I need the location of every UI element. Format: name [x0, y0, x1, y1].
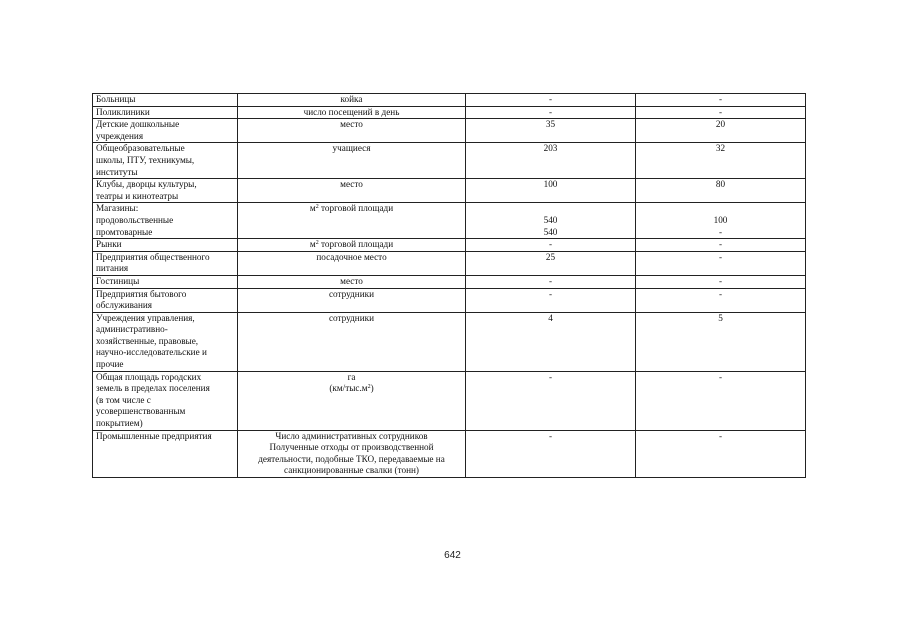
table-row	[93, 239, 806, 252]
table-row	[93, 119, 806, 143]
value-cell-1: -	[466, 371, 636, 430]
value-cell-2: 5	[636, 312, 806, 371]
object-name-cell: Детские дошкольные учреждения	[93, 119, 238, 143]
unit-cell: место	[238, 119, 466, 143]
table-row	[93, 94, 806, 107]
unit-cell: Число административных сотрудников Полученные отходы от производственной деятельности, подобные ТКО, передаваемые на санкционированные свалки (тонн)	[238, 430, 466, 477]
value-cell-1: 35	[466, 119, 636, 143]
value-cell-1: -	[466, 94, 636, 107]
unit-cell: место	[238, 275, 466, 288]
unit-cell: число посещений в день	[238, 106, 466, 119]
table-row	[93, 288, 806, 312]
table-row	[93, 203, 806, 239]
data-table	[92, 93, 806, 478]
unit-cell: учащиеся	[238, 143, 466, 179]
page-number: 642	[444, 550, 461, 561]
table-row	[93, 251, 806, 275]
object-name-cell: Предприятия общественного питания	[93, 251, 238, 275]
object-name-cell: Учреждения управления, административно- хозяйственные, правовые, научно-исследовательские и прочие	[93, 312, 238, 371]
value-cell-1: -	[466, 239, 636, 252]
object-name-cell: Поликлиники	[93, 106, 238, 119]
value-cell-2: -	[636, 251, 806, 275]
value-cell-1: -	[466, 430, 636, 477]
value-cell-2: 100 -	[636, 203, 806, 239]
object-name-cell: Общая площадь городских земель в пределах поселения (в том числе с усовершенствованным покрытием)	[93, 371, 238, 430]
unit-cell: сотрудники	[238, 288, 466, 312]
table-row	[93, 312, 806, 371]
value-cell-2: -	[636, 239, 806, 252]
object-name-cell: Больницы	[93, 94, 238, 107]
table-row	[93, 275, 806, 288]
table-row	[93, 143, 806, 179]
value-cell-1: 4	[466, 312, 636, 371]
table-row	[93, 371, 806, 430]
unit-cell: место	[238, 179, 466, 203]
value-cell-2: 32	[636, 143, 806, 179]
value-cell-2: -	[636, 94, 806, 107]
object-name-cell: Магазины: продовольственные промтоварные	[93, 203, 238, 239]
object-name-cell: Предприятия бытового обслуживания	[93, 288, 238, 312]
unit-cell: сотрудники	[238, 312, 466, 371]
value-cell-2: 80	[636, 179, 806, 203]
value-cell-1: 540 540	[466, 203, 636, 239]
value-cell-1: 100	[466, 179, 636, 203]
table-row	[93, 179, 806, 203]
object-name-cell: Общеобразовательные школы, ПТУ, техникумы, институты	[93, 143, 238, 179]
value-cell-1: -	[466, 275, 636, 288]
value-cell-1: 25	[466, 251, 636, 275]
unit-cell: га $(км/тыс.м^2)$	[238, 371, 466, 430]
value-cell-2: -	[636, 288, 806, 312]
value-cell-2: -	[636, 371, 806, 430]
unit-cell: $м^2$ торговой площади	[238, 239, 466, 252]
table-row	[93, 106, 806, 119]
unit-cell: койка	[238, 94, 466, 107]
object-name-cell: Гостиницы	[93, 275, 238, 288]
value-cell-2: -	[636, 430, 806, 477]
value-cell-1: -	[466, 288, 636, 312]
value-cell-2: -	[636, 106, 806, 119]
object-name-cell: Промышленные предприятия	[93, 430, 238, 477]
unit-cell: $м^2$ торговой площади	[238, 203, 466, 239]
table-row	[93, 430, 806, 477]
value-cell-2: -	[636, 275, 806, 288]
value-cell-2: 20	[636, 119, 806, 143]
value-cell-1: -	[466, 106, 636, 119]
object-name-cell: Рынки	[93, 239, 238, 252]
unit-cell: посадочное место	[238, 251, 466, 275]
object-name-cell: Клубы, дворцы культуры, театры и кинотеатры	[93, 179, 238, 203]
value-cell-1: 203	[466, 143, 636, 179]
